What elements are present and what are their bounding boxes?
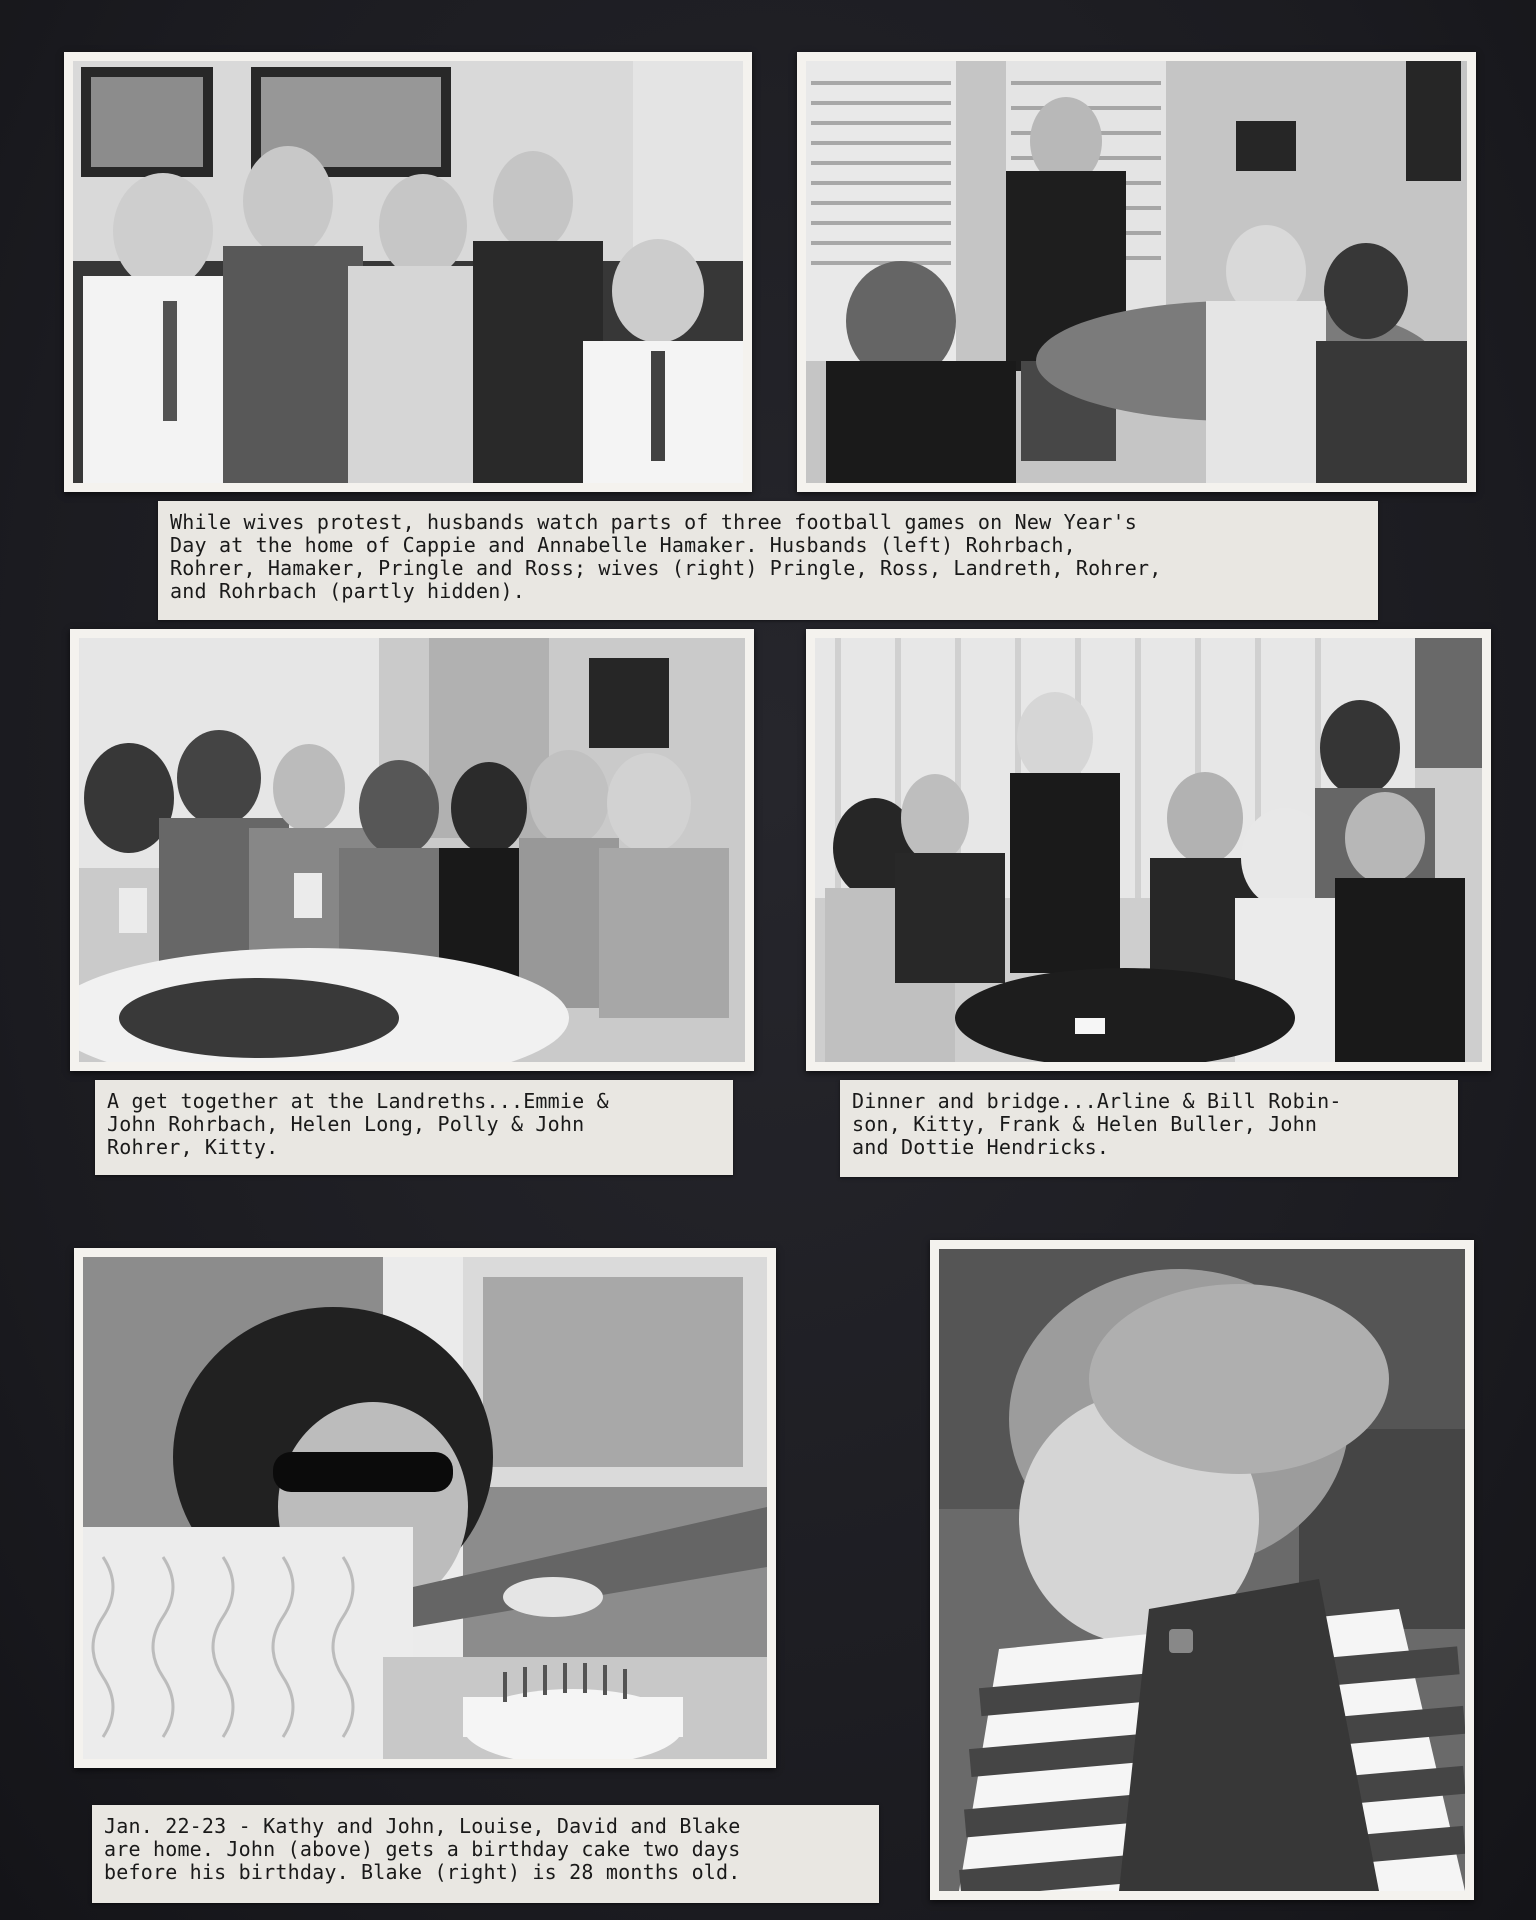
photo-dinner-bridge <box>806 629 1491 1071</box>
photo-women-card-game <box>797 52 1476 492</box>
photo-toddler <box>930 1240 1474 1900</box>
caption-football: While wives protest, husbands watch parts of three football games on New Year's Day at the home of Cappie and Annabelle Hamaker. Husbands (left) Rohrbach, Rohrer, Hamaker, Pringle and Ross; wives (right) Pringle, Ross, Landreth, Rohrer, and Rohrbach (partly hidden). <box>158 501 1378 620</box>
photo-birthday-cake <box>74 1248 776 1768</box>
caption-landreths: A get together at the Landreths...Emmie & John Rohrbach, Helen Long, Polly & John Rohrer, Kitty. <box>95 1080 733 1175</box>
photo-landreths-gathering <box>70 629 754 1071</box>
caption-birthday: Jan. 22-23 - Kathy and John, Louise, David and Blake are home. John (above) gets a birthday cake two days before his birthday. Blake (right) is 28 months old. <box>92 1805 879 1903</box>
photo-men-on-sofa <box>64 52 752 492</box>
caption-bridge: Dinner and bridge...Arline & Bill Robin- son, Kitty, Frank & Helen Buller, John and Dottie Hendricks. <box>840 1080 1458 1177</box>
